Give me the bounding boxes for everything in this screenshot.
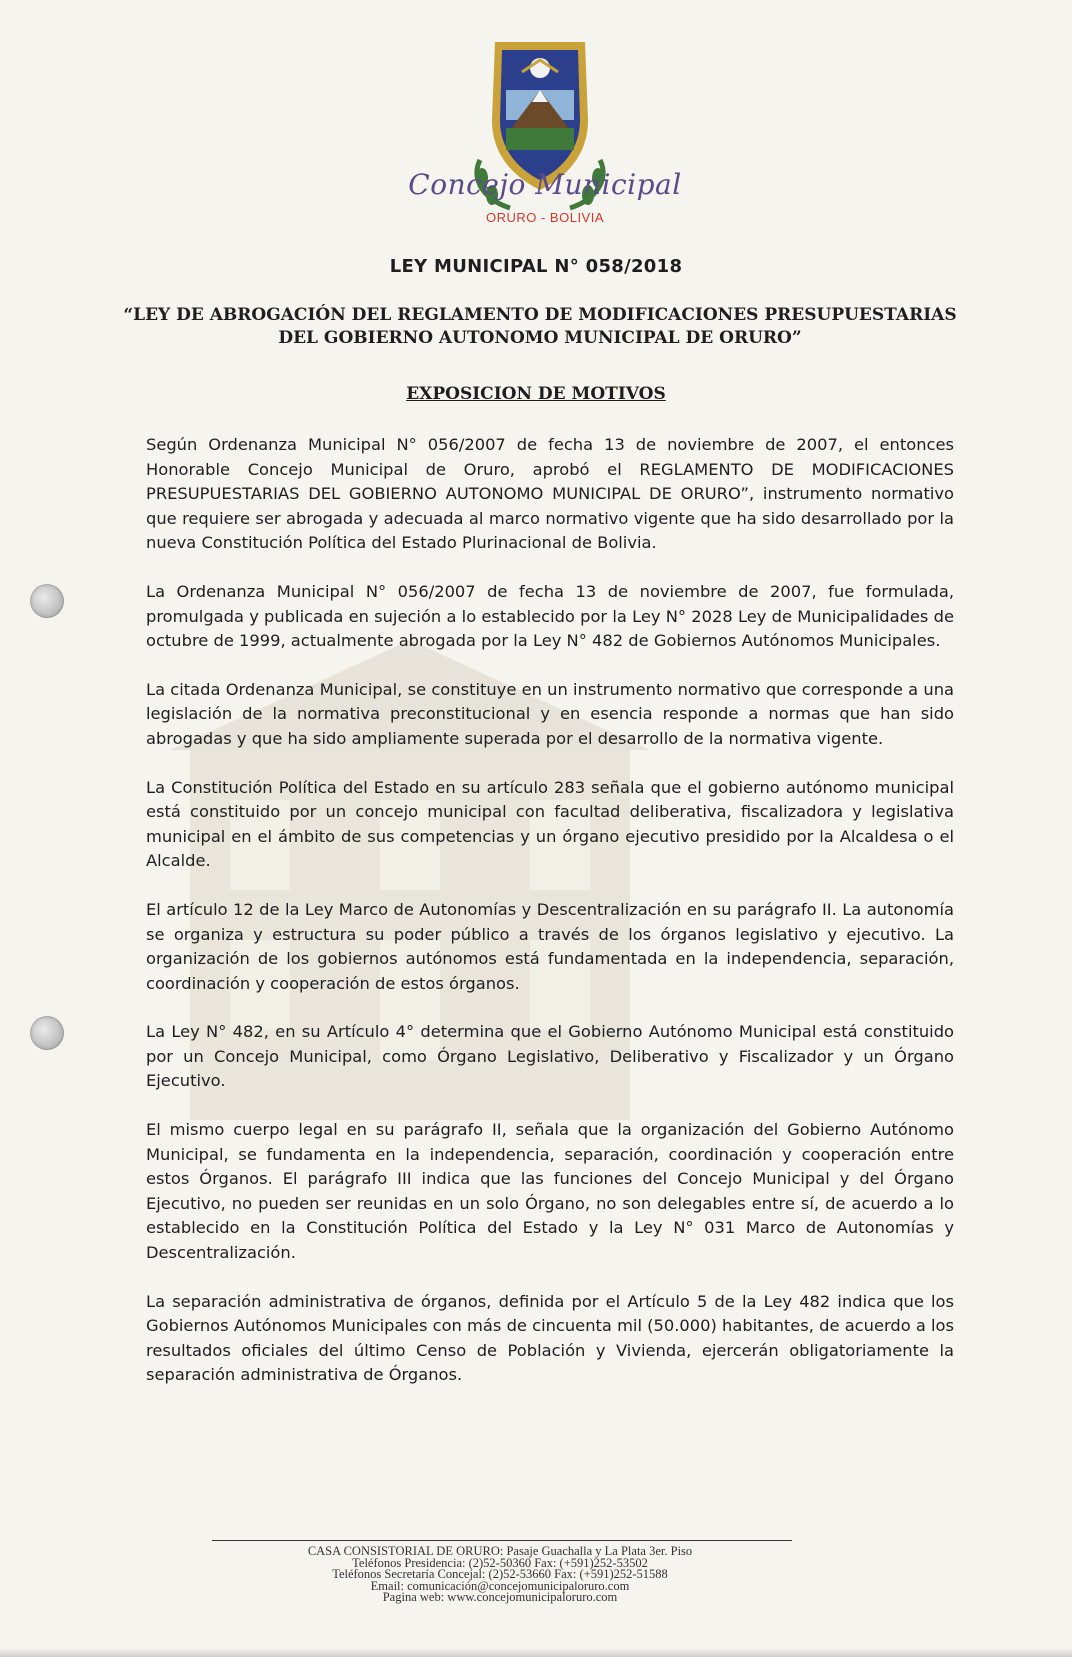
paragraph: La Ordenanza Municipal N° 056/2007 de fecha 13 de noviembre de 2007, fue formulada, promulgada y publicada en sujeción a lo establecido por la Ley N° 2028 Ley de Municipalidades de octubre de 1999, actualmente abrogada por la Ley N° 482 de Gobiernos Autónomos Municipales. xyxy=(146,581,954,651)
paragraph: El mismo cuerpo legal en su parágrafo II, señala que la organización del Gobierno Autónomo Municipal, se fundamenta en la independencia, separación, coordinación y cooperación entre estos Órganos. El parágrafo III indica que las funciones del Concejo Municipal y del Órgano Ejecutivo, no pueden ser reunidas en un solo Órgano, no son delegables entre sí, de acuerdo a lo establecido en la Constitución Política del Estado y la Ley N° 031 Marco de Autonomías y Descentralización. xyxy=(146,1120,954,1263)
paragraph: La separación administrativa de órganos, definida por el Artículo 5 de la Ley 482 indica que los Gobiernos Autónomos Municipales con más de cincuenta mil (50.000) habitantes, de acuerdo a los resultados oficiales del último Censo de Población y Vivienda, ejercerán obligatoriamente la separación administrativa de Órganos. xyxy=(146,1291,954,1385)
section-heading: EXPOSICION DE MOTIVOS xyxy=(406,384,666,404)
paragraph: Según Ordenanza Municipal N° 056/2007 de fecha 13 de noviembre de 2007, el entonces Honorable Concejo Municipal de Oruro, aprobó el REGLAMENTO DE MODIFICACIONES PRESUPUESTARIAS DEL GOBIERNO AUTONOMO MUNICIPAL DE ORURO”, instrumento normativo que requiere ser abrogada y adecuada al marco normativo vigente que ha sido desarrollado por la nueva Constitución Política del Estado Plurinacional de Bolivia. xyxy=(146,435,954,553)
law-title xyxy=(110,304,970,350)
footer-phone-secretary: Teléfonos Secretaría Concejal: (2)52-53660 Fax: (+591)252-51588 xyxy=(332,1567,668,1582)
paragraph: La Ley N° 482, en su Artículo 4° determina que el Gobierno Autónomo Municipal está constituido por un Concejo Municipal, como Órgano Legislativo, Deliberativo y Fiscalizador y un Órgano Ejecutivo. xyxy=(146,1022,954,1091)
paragraph: La Constitución Política del Estado en su artículo 283 señala que el gobierno autónomo municipal está constituido por un concejo municipal con facultad deliberativa, fiscalizadora y legislativa municipal en el ámbito de sus competencias y un órgano ejecutivo presidido por la Alcaldesa o el Alcalde. xyxy=(146,777,954,871)
footer-divider xyxy=(212,1540,792,1541)
footer-website: Pagina web: www.concejomunicipaloruro.com xyxy=(382,1590,618,1605)
paragraph: La citada Ordenanza Municipal, se constituye en un instrumento normativo que corresponde a una legislación de la normativa preconstitucional y en esencia responde a normas que han sido abrogadas y que ha sido ampliamente superada por el desarrollo de la normativa vigente. xyxy=(146,679,954,748)
footer-contact xyxy=(200,1546,800,1604)
council-location: ORURO - BOLIVIA xyxy=(485,210,605,225)
law-title-line-1: “LEY DE ABROGACIÓN DEL REGLAMENTO DE MODIFICACIONES PRESUPUESTARIAS xyxy=(123,305,957,325)
punch-hole-bottom xyxy=(30,1016,64,1050)
body-text xyxy=(146,433,954,1412)
paragraph: El artículo 12 de la Ley Marco de Autonomías y Descentralización en su parágrafo II. La autonomía se organiza y estructura su poder público a través de los órganos legislativo y ejecutivo. La organización de los gobiernos autónomos está fundamentada en la independencia, separación, coordinación y cooperación de estos órganos. xyxy=(146,899,954,993)
scan-bottom-edge xyxy=(0,1648,1072,1657)
footer-phone-presidency: Teléfonos Presidencia: (2)52-50360 Fax: (+591)252-53502 xyxy=(352,1555,648,1570)
council-name-script: Concejo Municipal xyxy=(408,168,682,201)
footer-email: Email: comunicación@concejomunicipaloruro.com xyxy=(370,1578,630,1593)
law-title-line-2: DEL GOBIERNO AUTONOMO MUNICIPAL DE ORURO” xyxy=(278,328,802,348)
law-number: LEY MUNICIPAL N° 058/2018 xyxy=(389,256,683,277)
footer-address: CASA CONSISTORIAL DE ORURO: Pasaje Guachalla y La Plata 3er. Piso xyxy=(307,1544,693,1558)
punch-hole-top xyxy=(30,584,64,618)
